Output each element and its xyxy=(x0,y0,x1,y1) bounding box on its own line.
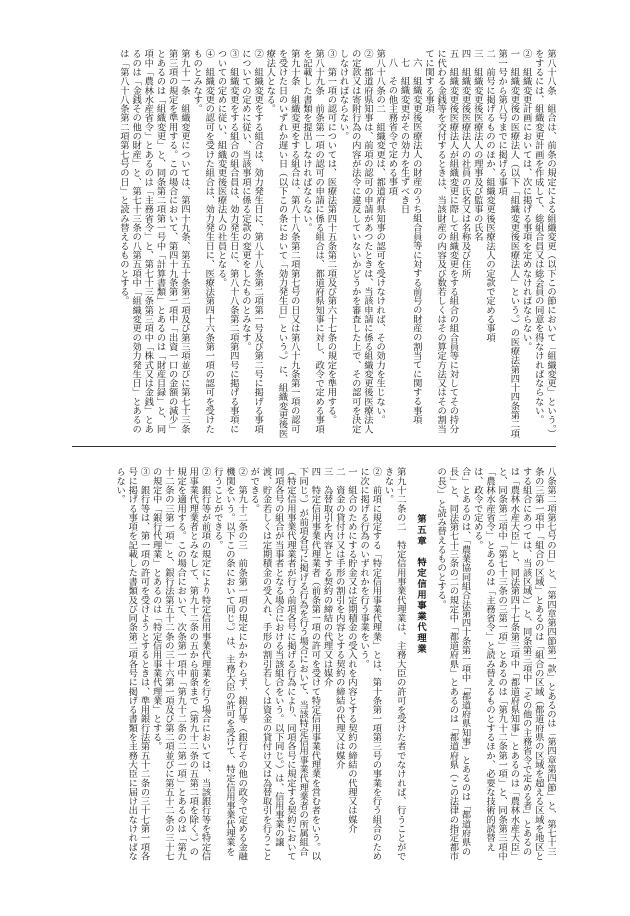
article-paragraph: ③ 銀行等は、第一項の許可を受けようとするときは、準用銀行法第五十二条の三十七第一項各号に掲げる事項を記載した書類及び同条第二項各号に掲げる書類を主務大臣に届け出なければならない。 xyxy=(114,467,150,861)
article-paragraph: ② 組織変更をする組合は、効力発生日に、第八十八条第二項第一号及び第二号に掲げる事項についての定めに従い、当該事項に係る定款の変更をしたものとみなす。 xyxy=(239,49,264,434)
article-paragraph: ③ 組織変更をする組合の組合員は、効力発生日に、第八十八条第二項第四号に掲げる事項についての定めに従い、組織変更後医療法人の社員となる。 xyxy=(215,49,239,434)
article-paragraph: ② 都道府県知事は、前項の認可の申請があつたときは、当該申請に係る組織変更後医療法人の定款又は寄附行為の内容が法令に違反していないかどうかを審査した上で、その認可を決定しなければならない。 xyxy=(337,49,373,434)
article-paragraph: ② 銀行等が前項の規定により特定信用事業代理業を行う場合においては、当該銀行等を特定信用事業代理業者とみなして、第九十二条の五から前条まで（第九十二条の五第二項を除く。）の規定を適用する。この場合において、次条第一項中「第九十二条の二第一項」とあるのは「第九十二条の三第一項」と、銀行法第五十二条の三十六第一項及び第二項並びに第五十二条の三十七の規定中「銀行代理業」とあるのは「特定信用事業代理業」とする。 xyxy=(150,467,211,861)
article-paragraph: ③ 第一項の認可については、医療法第四十五条第二項及び第六十七条の規定を準用する。 xyxy=(325,49,337,425)
article-paragraph: 三 為替取引を内容とする契約の締結の代理又は媒介 xyxy=(321,467,333,687)
article-paragraph: 五 組織変更後医療法人が組織変更に際して組織変更をする組合の組合員等に対してその持分に代わる金銭等を交付するときは、当該財産の内容及び数若しくはその算定方法又はその割当てに関する事項 xyxy=(422,49,459,434)
article-paragraph: 第九十二条の二 特定信用事業代理業は、主務大臣の許可を受けた者でなければ、行うことができない。 xyxy=(382,467,406,861)
article-paragraph: ④ 組織変更の認可を受けた組合は、効力発生日に、医療法第四十六条第一項の認可を受けたものとみなす。 xyxy=(191,49,215,434)
lower-text-block xyxy=(72,458,556,862)
chapter-heading: 第五章 特定信用事業代理業 xyxy=(414,514,426,655)
article-paragraph: 二 前号に掲げるもののほか、組織変更後医療法人の定款で定める事項 xyxy=(483,49,495,342)
section-divider xyxy=(72,446,556,447)
article-paragraph: 第八十八条の二 組織変更は、都道府県知事の認可を受けなければ、その効力を生じない。 xyxy=(374,49,386,425)
article-paragraph: 合」とあるのは、「農業協同組合法第四十条第一項中「都道府県知事」とあるのは「都道府県の長」と、同法第七十三条の二の規定中「都道府県」とあるのは「都道府県（この法律の指定都市の長）」と読み替えるものとする。 xyxy=(435,467,471,861)
article-paragraph: 七 組織変更がその効力を生ずべき日 xyxy=(398,58,410,214)
article-paragraph: 四 組織変更後医療法人の社員の氏名又は名称及び住所 xyxy=(459,49,471,278)
upper-text-block xyxy=(72,40,556,438)
article-paragraph: 第八十九条 前条第一項の認可の申請に係る組合は、都道府県知事に対し、政令で定める事項を記載した書類を提出しなければならない。 xyxy=(300,49,325,434)
article-paragraph: ② 組織変更計画においては、次に掲げる事項を定めなければならない。 xyxy=(520,49,532,351)
article-paragraph: 三 組織変更後医療法人の理事及び監事の氏名 xyxy=(471,49,483,242)
article-paragraph: 第九十条 組織変更をする組合は、第八十八条第二項第七号の日又は第八十九条第一項の認可を受けた日のいずれか遅い日（以下この条において「効力発生日」という。）に、組織変更後医療法人となる。 xyxy=(264,49,300,438)
article-paragraph: 二 資金の貸付け又は手形の割引を内容とする契約の締結の代理又は媒介 xyxy=(333,467,345,769)
article-paragraph: 一 組合のためにする貯金又は定期積金の受入れを内容とする契約の締結の代理又は媒介 xyxy=(345,467,357,833)
article-paragraph: 第九十一条 組織変更については、第四十九条、第五十条第二項及び第三項並びに第七十三条第三項の規定を準用する。この場合において、第四十九条第一項中「出資一口の金額の減少」とあるのは「組織変更」と、同条第二項第一号中「計算書類」とあるのは「財産目録」と、同項中「農林水産省令」とあるのは「主務省令」と、第七十三条第三項中「株式又は金銭」とあるのは「金銭その他の財産」と、第七十三条の八第五項中「組織変更の効力発生日」とあるのは「第八十八条第二項第七号の日」と読み替えるものとする。 xyxy=(117,49,190,434)
article-paragraph: 一 組織変更後の医療法人（以下「組織変更後医療法人」という。）の医療法第四十四条第二項第一号から第八号までに掲げる事項 xyxy=(496,49,520,438)
article-paragraph: ② 前項に規定する「特定信用事業代理業」とは、第十条第一項第三号の事業を行う組合のために次に掲げる行為のいずれかを行う事業をいう。 xyxy=(358,467,382,861)
article-paragraph: 八 その他主務省令で定める事項 xyxy=(386,58,398,196)
article-paragraph: 八条第二項第七号の日」と、「第四章第四節第一款」とあるのは「第四章第四節」と、第七十三条の三第一項中「組合の区域」とあるのは「組合の区域（都道府県の区域を超える区域を地区とする組合にあつては、当該区域）」と、同条第三項中「その他の主務省令で定める者」とあるのは「農林水産大臣」と、同法第四十七条第三項中「都道府県知事」とあるのは「農林水産大臣」と、同条第二項中「第七十三条の三第一項」とあるのは「第九十二条第一項」と、同条第三項中「農林水産省令」とあるのは「主務省令」と読み替えるものとするほか、必要な技術的読替えは、政令で定める。 xyxy=(471,467,556,861)
article-paragraph: 第八十八条 組合は、前条の規定による組織変更（以下この節において「組織変更」という。）をするには、組織変更計画を作成して、総組合員又は総会員の同意を得なければならない。 xyxy=(532,49,556,438)
article-paragraph: 四 特定信用事業代理業者（前条第一項の許可を受けて特定信用事業代理業を営む者をいう。以下同じ。）が前項各号に掲げる行為を行う場合において、当該特定信用事業代理業者の所属組合（特定信用事業代理業者が行う前項各号に掲げる行為により、同項各号に規定する契約において同項各号の組合が当事者となる場合における当該組合をいう。以下同じ。）は、信用事業の譲渡、貯金若しくは定期積金の受入れ、手形の割引若しくは資金の貸付け又は為替取引を行うことができる。 xyxy=(248,467,321,861)
article-paragraph: ② 第九十二条の三 前条第一項の規定にかかわらず、銀行等（銀行その他の政令で定める金融機関をいう。以下この条において同じ。）は、主務大臣の許可を受けて、特定信用事業代理業を行うことができる。 xyxy=(211,467,248,861)
article-paragraph: 六 組織変更後医療法人の財産のうち組合員等に対する前号の財産の割当てに関する事項 xyxy=(410,58,422,424)
